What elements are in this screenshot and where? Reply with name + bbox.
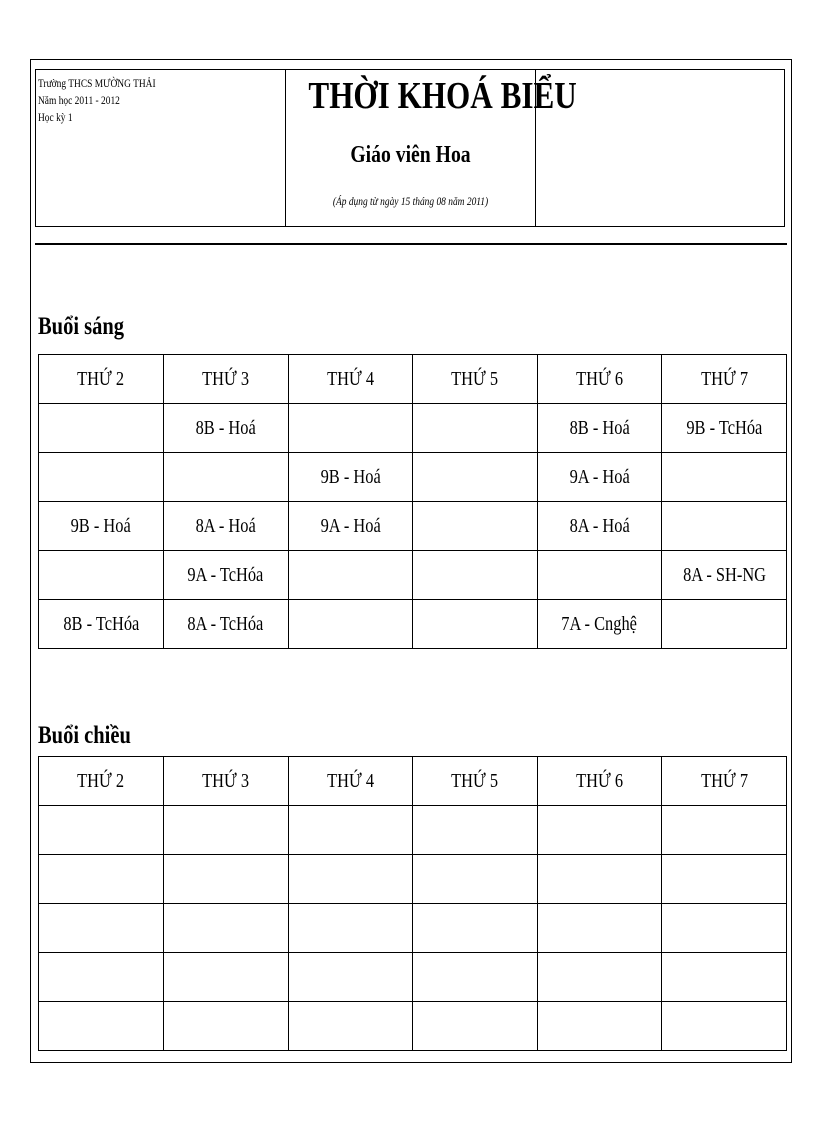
schedule-cell <box>164 453 289 502</box>
schedule-cell: 8A - Hoá <box>537 502 662 551</box>
morning-section-title: Buổi sáng <box>38 313 125 340</box>
schedule-cell <box>288 600 413 649</box>
schedule-cell <box>39 953 164 1002</box>
day-header: THỨ 6 <box>537 757 662 806</box>
schedule-cell <box>288 1002 413 1051</box>
school-info <box>36 70 286 226</box>
table-row <box>39 502 787 551</box>
schedule-cell: 9B - TcHóa <box>662 404 787 453</box>
schedule-cell <box>662 806 787 855</box>
schedule-cell <box>662 953 787 1002</box>
schedule-cell <box>39 404 164 453</box>
schedule-cell <box>164 806 289 855</box>
table-row <box>39 1002 787 1051</box>
schedule-cell <box>39 1002 164 1051</box>
schedule-cell: 9A - Hoá <box>288 502 413 551</box>
schedule-cell <box>537 1002 662 1051</box>
table-row <box>39 453 787 502</box>
day-header: THỨ 4 <box>288 757 413 806</box>
day-header: THỨ 3 <box>164 757 289 806</box>
table-row <box>39 904 787 953</box>
title-block <box>286 70 577 226</box>
day-header: THỨ 5 <box>413 355 538 404</box>
schedule-cell <box>537 855 662 904</box>
schedule-cell <box>164 953 289 1002</box>
teacher-name: Giáo viên Hoa <box>350 142 471 168</box>
schedule-cell <box>39 453 164 502</box>
schedule-cell: 9B - Hoá <box>39 502 164 551</box>
schedule-cell <box>662 855 787 904</box>
schedule-cell <box>164 904 289 953</box>
schedule-cell <box>413 1002 538 1051</box>
schedule-cell <box>662 600 787 649</box>
schedule-cell <box>288 806 413 855</box>
table-row <box>39 953 787 1002</box>
schedule-cell <box>413 806 538 855</box>
day-header: THỨ 2 <box>39 355 164 404</box>
afternoon-section-title: Buổi chiều <box>38 722 131 749</box>
schedule-cell: 8A - TcHóa <box>164 600 289 649</box>
schedule-cell <box>413 904 538 953</box>
school-name: Trường THCS MƯỜNG THẢI <box>38 78 156 90</box>
schedule-cell: 7A - Cnghệ <box>537 600 662 649</box>
document-header <box>35 69 785 227</box>
schedule-cell: 8A - SH-NG <box>662 551 787 600</box>
schedule-cell <box>413 551 538 600</box>
day-header: THỨ 6 <box>537 355 662 404</box>
schedule-cell <box>662 1002 787 1051</box>
schedule-cell <box>39 855 164 904</box>
day-header: THỨ 3 <box>164 355 289 404</box>
schedule-cell: 8A - Hoá <box>164 502 289 551</box>
table-row <box>39 855 787 904</box>
afternoon-schedule-table <box>38 756 787 1051</box>
day-header: THỨ 4 <box>288 355 413 404</box>
schedule-cell <box>413 953 538 1002</box>
table-row <box>39 806 787 855</box>
table-row <box>39 404 787 453</box>
schedule-cell: 9A - TcHóa <box>164 551 289 600</box>
schedule-cell <box>288 551 413 600</box>
day-header: THỨ 2 <box>39 757 164 806</box>
morning-schedule-table <box>38 354 787 649</box>
table-header-row <box>39 355 787 404</box>
schedule-cell <box>288 904 413 953</box>
schedule-cell <box>39 806 164 855</box>
schedule-cell <box>413 502 538 551</box>
schedule-cell <box>413 404 538 453</box>
schedule-cell <box>662 453 787 502</box>
table-header-row <box>39 757 787 806</box>
schedule-cell <box>413 453 538 502</box>
table-row <box>39 551 787 600</box>
schedule-cell: 8B - TcHóa <box>39 600 164 649</box>
schedule-cell <box>662 904 787 953</box>
day-header: THỨ 7 <box>662 355 787 404</box>
day-header: THỨ 5 <box>413 757 538 806</box>
schedule-cell <box>288 404 413 453</box>
schedule-cell <box>39 551 164 600</box>
schedule-cell <box>39 904 164 953</box>
schedule-cell: 8B - Hoá <box>537 404 662 453</box>
table-row <box>39 600 787 649</box>
schedule-cell <box>537 551 662 600</box>
schedule-cell <box>537 904 662 953</box>
schedule-cell <box>288 855 413 904</box>
schedule-cell: 9A - Hoá <box>537 453 662 502</box>
day-header: THỨ 7 <box>662 757 787 806</box>
schedule-cell <box>288 953 413 1002</box>
schedule-cell <box>537 806 662 855</box>
schedule-cell: 9B - Hoá <box>288 453 413 502</box>
semester: Học kỳ 1 <box>38 112 73 124</box>
schedule-cell <box>413 600 538 649</box>
schedule-cell <box>662 502 787 551</box>
school-year: Năm học 2011 - 2012 <box>38 95 120 107</box>
page-title: THỜI KHOÁ BIỂU <box>308 75 577 117</box>
schedule-cell: 8B - Hoá <box>164 404 289 453</box>
header-divider <box>35 243 787 245</box>
schedule-cell <box>413 855 538 904</box>
schedule-cell <box>537 953 662 1002</box>
schedule-cell <box>164 1002 289 1051</box>
schedule-cell <box>164 855 289 904</box>
applied-date: (Áp dụng từ ngày 15 tháng 08 năm 2011) <box>332 196 489 208</box>
